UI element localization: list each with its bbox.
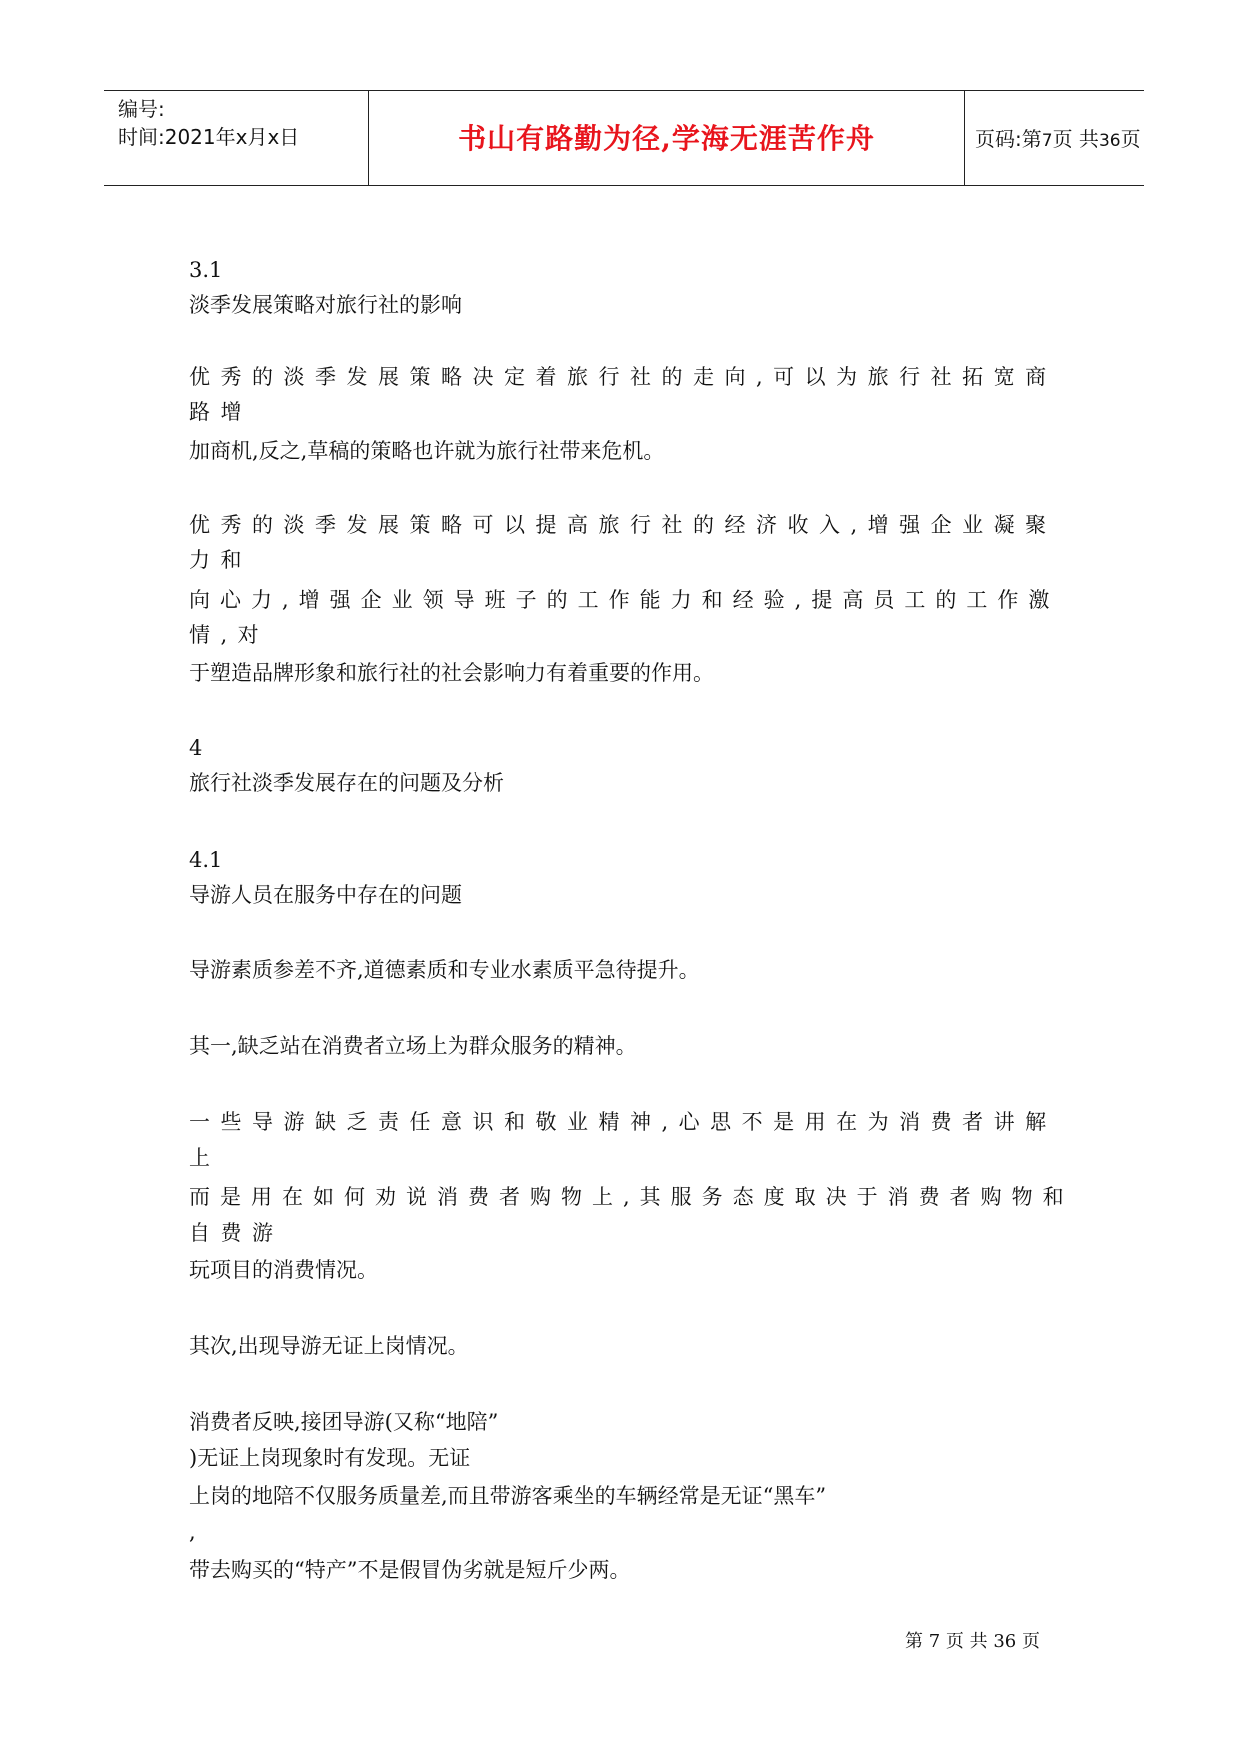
paragraph-line: 加商机,反之,草稿的策略也许就为旅行社带来危机。 [189, 439, 665, 463]
paragraph-line: 路增 [189, 400, 252, 424]
page-header [104, 90, 1144, 186]
paragraph-line: 而是用在如何劝说消费者购物上,其服务态度取决于消费者购物和 [189, 1185, 1074, 1209]
paragraph-line: 力和 [189, 548, 252, 572]
paragraph-line: 玩项目的消费情况。 [189, 1258, 378, 1282]
time-label: 时间:2021年x月x日 [118, 125, 300, 149]
section-heading: 旅行社淡季发展存在的问题及分析 [189, 771, 504, 795]
paragraph-line: 带去购买的“特产”不是假冒伪劣就是短斤少两。 [189, 1558, 631, 1582]
header-page-cell [965, 91, 1144, 185]
paragraph-line: 消费者反映,接团导游(又称“地陪” [189, 1410, 499, 1434]
section-heading: 导游人员在服务中存在的问题 [189, 883, 462, 907]
paragraph-line: 导游素质参差不齐,道德素质和专业水素质平急待提升。 [189, 958, 700, 982]
paragraph-line: 自费游 [189, 1221, 284, 1245]
section-number: 4 [189, 736, 203, 760]
paragraph-line: , [189, 1520, 196, 1544]
section-heading: 淡季发展策略对旅行社的影响 [189, 293, 462, 317]
header-meta [104, 91, 366, 185]
paragraph-line: 于塑造品牌形象和旅行社的社会影响力有着重要的作用。 [189, 661, 714, 685]
page-prefix: 页码:第 [975, 127, 1042, 151]
page-number-info [975, 123, 1141, 152]
section-number: 3.1 [189, 258, 223, 282]
paragraph-line: 向心力,增强企业领导班子的工作能力和经验,提高员工的工作激 [189, 588, 1060, 612]
paragraph-line: 上 [189, 1146, 210, 1170]
page-footer: 第 7 页 共 36 页 [905, 1631, 1040, 1652]
paragraph-line: 优秀的淡季发展策略可以提高旅行社的经济收入,增强企业凝聚 [189, 513, 1057, 537]
paragraph-line: 其次,出现导游无证上岗情况。 [189, 1334, 469, 1358]
paragraph-line: 情,对 [189, 623, 270, 647]
number-label: 编号: [118, 97, 165, 121]
header-motto-cell [368, 91, 965, 185]
paragraph-line: 优秀的淡季发展策略决定着旅行社的走向,可以为旅行社拓宽商 [189, 365, 1057, 389]
section-number: 4.1 [189, 848, 223, 872]
motto: 书山有路勤为径,学海无涯苦作舟 [458, 122, 875, 155]
paragraph-line: 一些导游缺乏责任意识和敬业精神,心思不是用在为消费者讲解 [189, 1110, 1057, 1134]
page-current: 7 [1041, 131, 1053, 151]
paragraph-line: )无证上岗现象时有发现。无证 [189, 1446, 471, 1470]
paragraph-line: 上岗的地陪不仅服务质量差,而且带游客乘坐的车辆经常是无证“黑车” [189, 1484, 827, 1508]
page-mid: 页 共 [1052, 127, 1099, 151]
page-total: 36 [1098, 131, 1121, 151]
paragraph-line: 其一,缺乏站在消费者立场上为群众服务的精神。 [189, 1034, 637, 1058]
page-suffix: 页 [1120, 127, 1141, 151]
